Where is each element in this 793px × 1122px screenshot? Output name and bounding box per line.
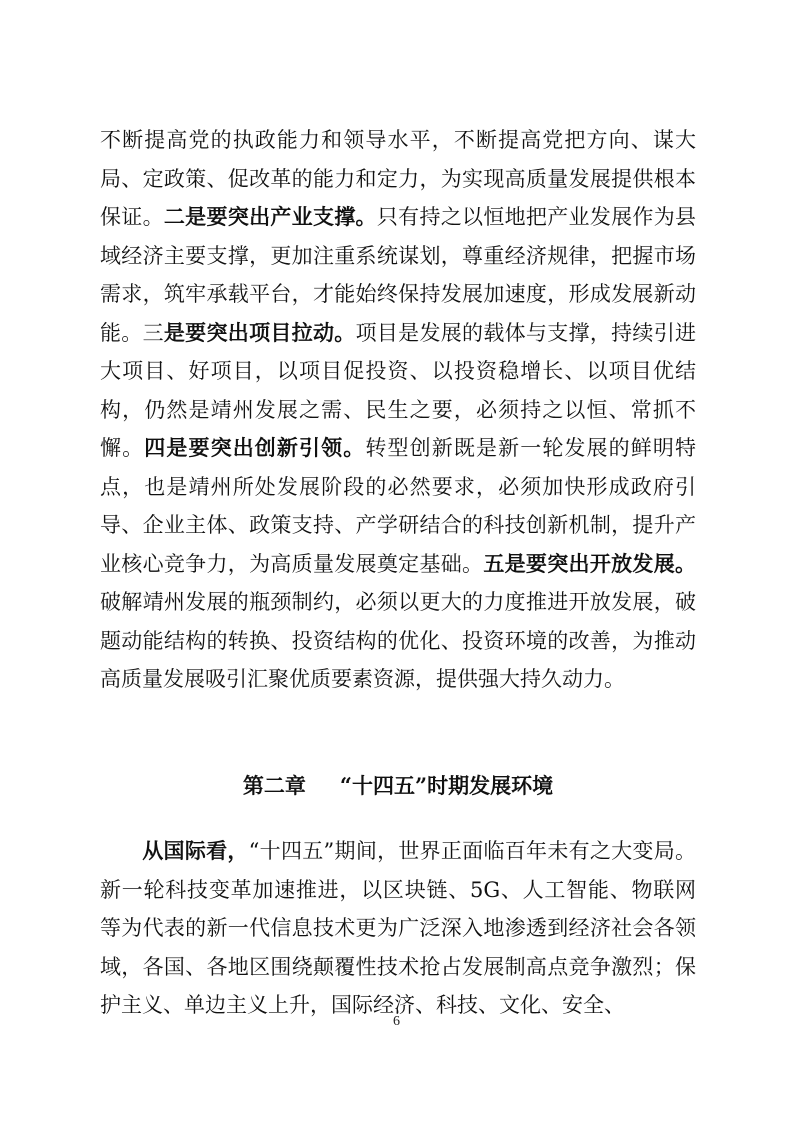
- bold-heading-projects: 是要突出项目拉动。: [163, 319, 356, 345]
- heading-prefix-three: 三: [142, 320, 164, 345]
- paragraph-text: 转型创新既是新一轮发展的鲜明特点，也是靖州所处发展阶段的必然要求，必须加快形成政府引导、企业主体、政策支持、产学研结合的科技创新机制，提升产业核心竞争力，为高质量发展奠定基础。: [100, 436, 697, 576]
- paragraph-text: 只有持之以恒地把产业发展作为县域经济主要支撑，更加注重系统谋划，尊重经济规律，把握市场需求，筑牢承载平台，才能始终保持发展加速度，形成发展新动能。: [100, 205, 697, 345]
- body-paragraph-priorities: [100, 121, 696, 699]
- paragraph-text: 项目是发展的载体与支撑，持续引进大项目、好项目，以项目促投资、以投资稳增长、以项目优结构，仍然是靖州发展之需、民生之要，必须持之以恒、常抓不懈。: [100, 320, 697, 460]
- paragraph-text: 破解靖州发展的瓶颈制约，必须以更大的力度推进开放发展，破题动能结构的转换、投资结构的优化、投资环境的改善，为推动高质量发展吸引汇聚优质要素资源，提供强大持久动力。: [100, 590, 696, 691]
- paragraph-text: “十四五”期间，世界正面临百年未有之大变局。新一轮科技变革加速推进，以区块链、5G、人工智能、物联网等为代表的新一代信息技术更为广泛深入地渗透到经济社会各领域，各国、各地区围绕颠覆性技术抢占发展制高点竞争激烈；保护主义、单边主义上升，国际经济、科技、文化、安全、: [100, 839, 696, 1017]
- body-paragraph-international: [100, 832, 696, 1025]
- bold-heading-opening: 五是要突出开放发展。: [483, 550, 697, 576]
- chapter-heading: [100, 767, 696, 805]
- bold-heading-industry: 二是要突出产业支撑。: [163, 204, 377, 229]
- chapter-title: “十四五”时期发展环境: [339, 773, 554, 798]
- chapter-number: 第二章: [242, 773, 306, 798]
- paragraph-text: 不断提高党的执政能力和领导水平，不断提高党把方向、谋大局、定政策、促改革的能力和定力，为实现高质量发展提供根本保证。: [100, 128, 696, 229]
- bold-lead-international: 从国际看，: [142, 838, 249, 863]
- bold-heading-innovation: 四是要突出创新引领。: [144, 435, 366, 460]
- page-number: 6: [393, 1014, 400, 1029]
